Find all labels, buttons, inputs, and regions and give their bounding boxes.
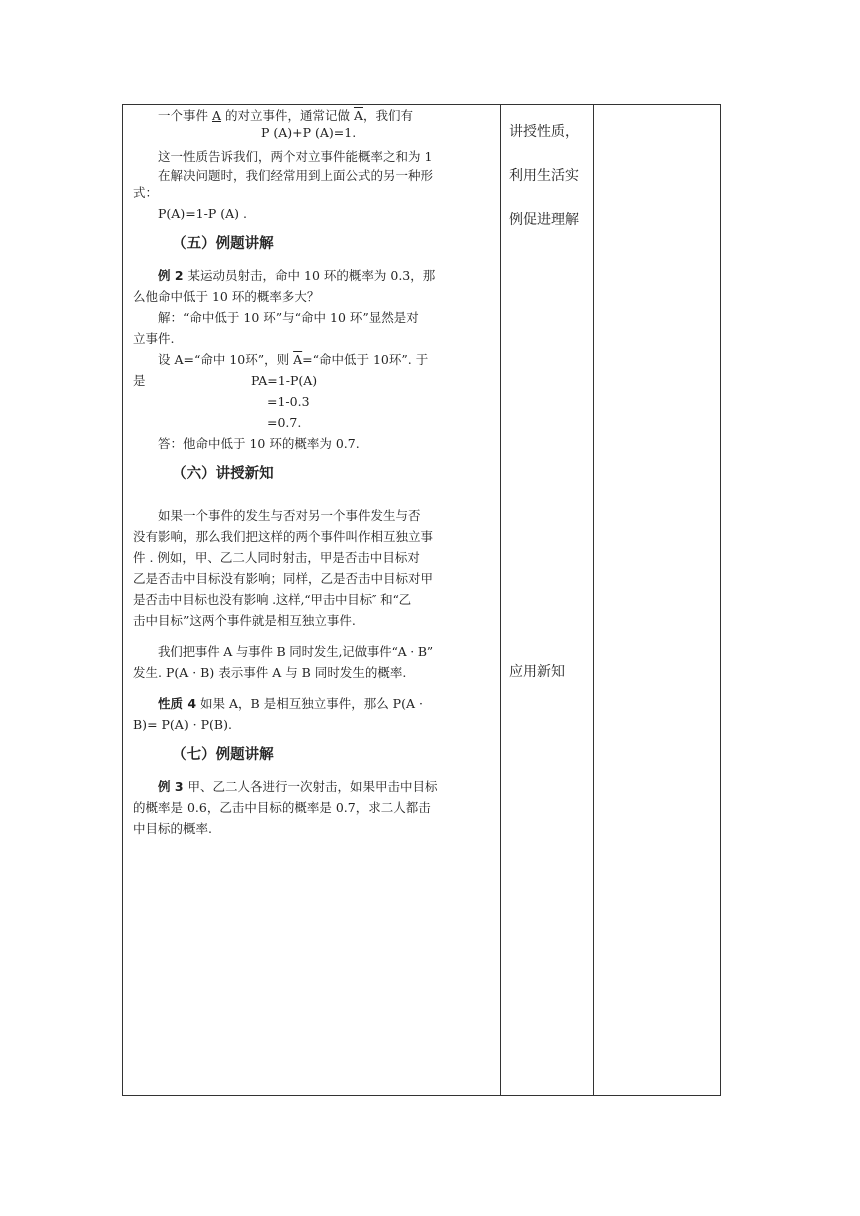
note-text: 讲授性质， — [509, 124, 579, 140]
text-line: 解：“命中低于 10 环”与“命中 10 环”显然是对 — [158, 310, 419, 325]
paragraph — [133, 776, 493, 839]
text-line: 是否击中目标也没有影响 .这样,“甲击中目标″ 和“乙 — [133, 592, 411, 607]
text-line: 击中目标”这两个事件就是相互独立事件. — [133, 613, 356, 628]
text-line: 立事件. — [133, 331, 175, 346]
note-text: 利用生活实 — [509, 168, 579, 184]
text-line: 中目标的概率. — [133, 821, 212, 836]
text-line: 我们把事件 A 与事件 B 同时发生,记做事件“A · B” — [158, 644, 433, 659]
text-line: 这一性质告诉我们，两个对立事件能概率之和为 1 — [158, 149, 433, 164]
paragraph — [133, 641, 493, 683]
paragraph — [133, 693, 493, 735]
text-line: 一个事件 A 的对立事件，通常记做 $\overline{A}$，我们有 — [158, 108, 414, 123]
section-heading: （六）讲授新知 — [172, 466, 274, 482]
formula: P (A)+P (A)=1. — [261, 125, 357, 140]
text-line: 在解决问题时，我们经常用到上面公式的另一种形 — [158, 168, 434, 183]
text-line: 么他命中低于 10 环的概率多大？ — [133, 289, 320, 304]
text-line: 乙是否击中目标没有影响；同样，乙是否击中目标对甲 — [133, 571, 434, 586]
formula: P(A)=1-P (A) . — [158, 206, 247, 221]
text-line: 例 2 某运动员射击，命中 10 环的概率为 0.3，那 — [158, 268, 436, 283]
column-divider — [593, 105, 594, 1095]
text-line: 如果一个事件的发生与否对另一个事件发生与否 — [158, 508, 421, 523]
text-line: 发生. P(A · B) 表示事件 A 与 B 同时发生的概率. — [133, 665, 407, 680]
section-heading: （五）例题讲解 — [172, 236, 274, 252]
content-column — [123, 105, 500, 1095]
note-text: 应用新知 — [509, 664, 565, 680]
text-line: B)= P(A) · P(B). — [133, 717, 232, 732]
text-line: 设 A=“命中 10环”，则 $\overline{A}=“$命中低于 10环”. 于 — [158, 352, 429, 367]
formula: =1-0.3 — [267, 394, 310, 409]
text-line: 没有影响，那么我们把这样的两个事件叫作相互独立事 — [133, 529, 434, 544]
section-heading: （七）例题讲解 — [172, 747, 274, 763]
text-line: 例 3 甲、乙二人各进行一次射击，如果甲击中目标 — [158, 779, 438, 794]
formula: =0.7. — [267, 415, 302, 430]
text-line: 性质 4 如果 A，B 是相互独立事件，那么 P(A · — [158, 696, 423, 711]
lesson-table — [122, 104, 721, 1096]
text-line: 式： — [133, 185, 159, 200]
text-line: 答：他命中低于 10 环的概率为 0.7. — [158, 436, 360, 451]
text-line: 是 PA=1-P(A) — [133, 373, 318, 388]
notes-column — [501, 105, 593, 1095]
paragraph — [133, 505, 493, 631]
text-line: 的概率是 0.6，乙击中目标的概率是 0.7，求二人都击 — [133, 800, 431, 815]
text-line: 件 . 例如，甲、乙二人同时射击，甲是否击中目标对 — [133, 550, 420, 565]
note-text: 例促进理解 — [509, 212, 579, 228]
